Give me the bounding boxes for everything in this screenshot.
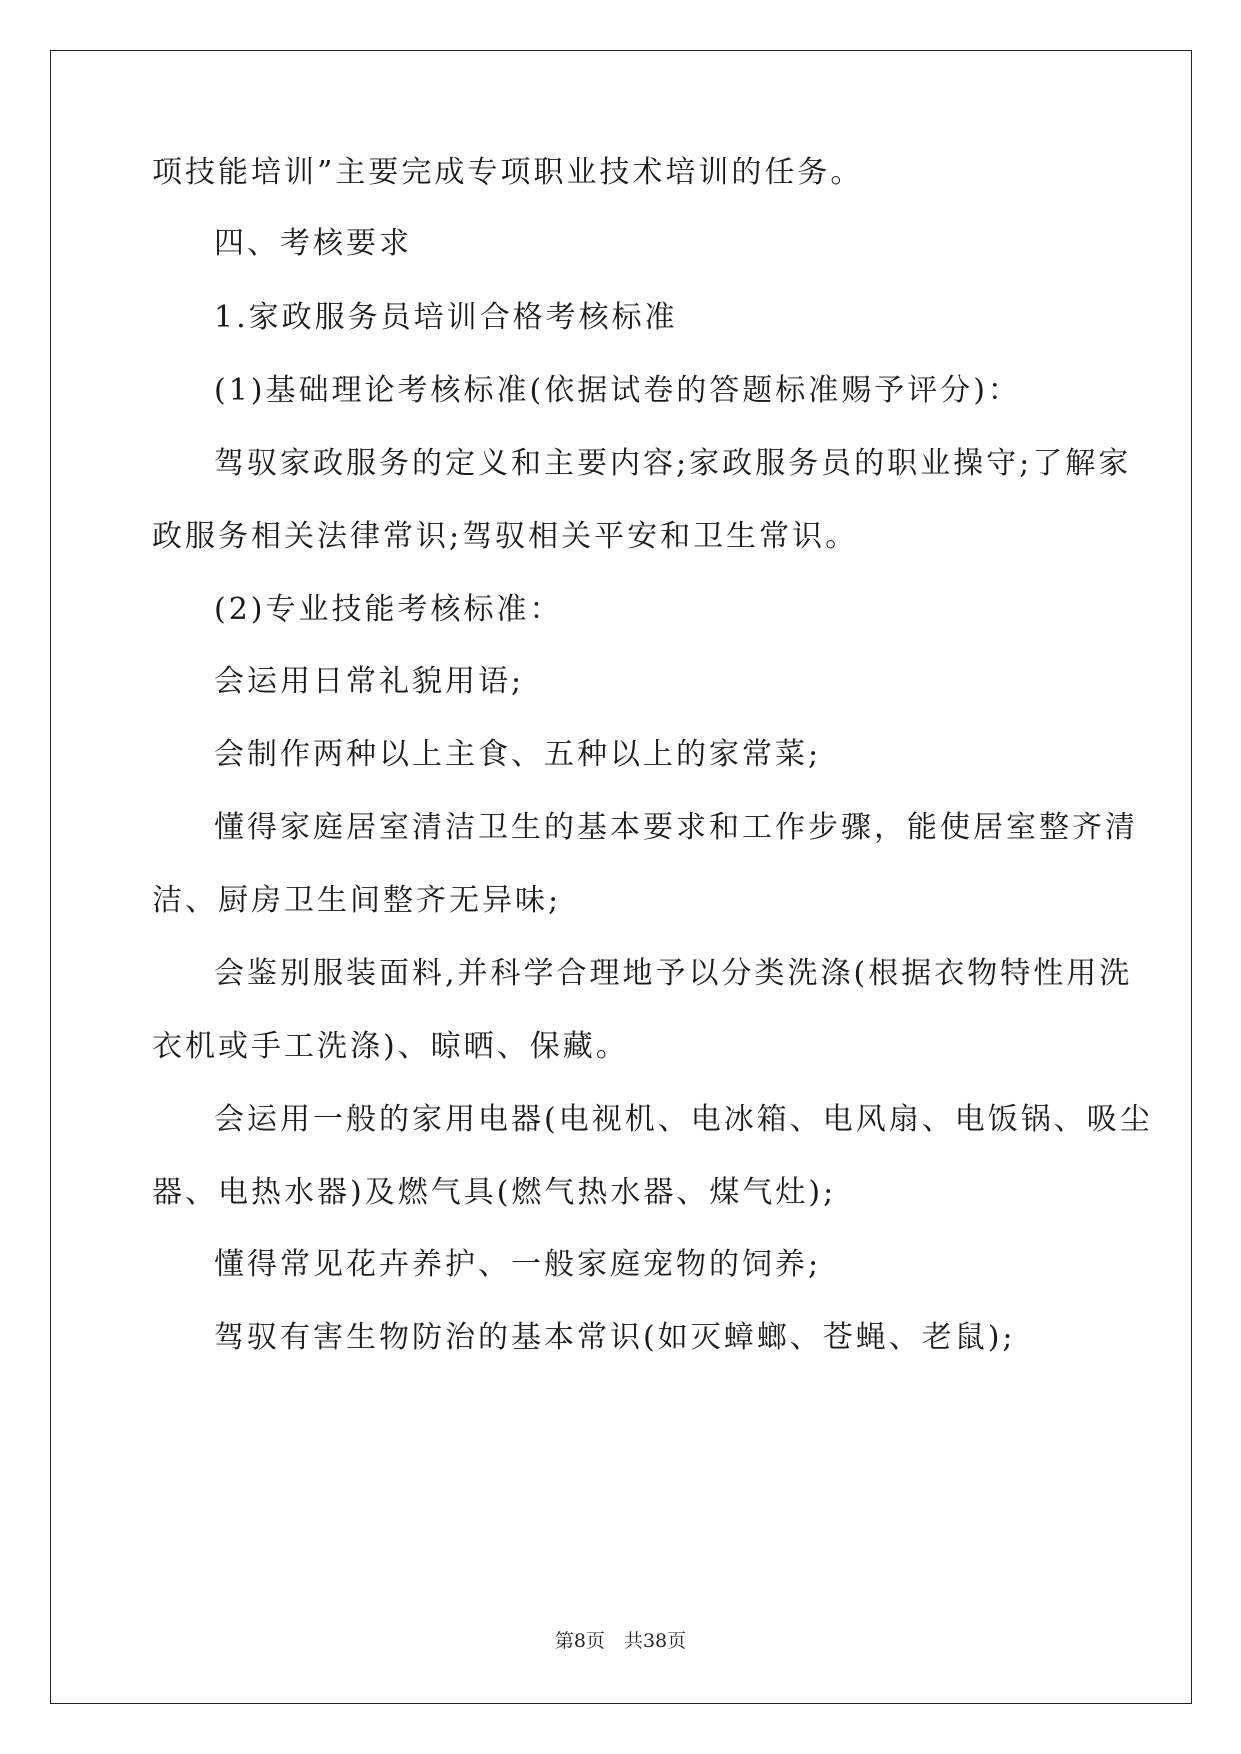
paragraph-line: 懂得家庭居室清洁卫生的基本要求和工作步骤，能使居室整齐清 bbox=[214, 810, 1138, 845]
paragraph-line: 会运用日常礼貌用语; bbox=[214, 664, 525, 699]
paragraph-line: 衣机或手工洗涤)、晾晒、保藏。 bbox=[152, 1029, 629, 1064]
paragraph-line: 洁、厨房卫生间整齐无异味; bbox=[152, 883, 562, 918]
paragraph-line: (1)基础理论考核标准(依据试卷的答题标准赐予评分)： bbox=[214, 373, 1021, 408]
paragraph-line: 政服务相关法律常识;驾驭相关平安和卫生常识。 bbox=[152, 519, 859, 554]
paragraph-line: 懂得常见花卉养护、一般家庭宠物的饲养; bbox=[214, 1247, 822, 1282]
paragraph-line: 器、电热水器)及燃气具(燃气热水器、煤气灶); bbox=[152, 1175, 837, 1210]
paragraph-line: (2)专业技能考核标准： bbox=[214, 592, 563, 627]
paragraph-line: 会制作两种以上主食、五种以上的家常菜; bbox=[214, 737, 822, 772]
subsection-heading: 1.家政服务员培训合格考核标准 bbox=[214, 300, 678, 335]
paragraph-line: 项技能培训”主要完成专项职业技术培训的任务。 bbox=[152, 155, 864, 190]
paragraph-line: 会鉴别服装面料,并科学合理地予以分类洗涤(根据衣物特性用洗 bbox=[214, 956, 1133, 991]
page-number: 第8页 共38页 bbox=[554, 1630, 687, 1652]
section-heading: 四、考核要求 bbox=[214, 226, 412, 261]
paragraph-line: 驾驭家政服务的定义和主要内容;家政服务员的职业操守;了解家 bbox=[214, 446, 1132, 481]
page-border bbox=[50, 50, 1192, 1704]
paragraph-line: 驾驭有害生物防治的基本常识(如灭蟑螂、苍蝇、老鼠); bbox=[214, 1320, 1016, 1355]
paragraph-line: 会运用一般的家用电器(电视机、电冰箱、电风扇、电饭锅、吸尘 bbox=[214, 1102, 1153, 1137]
